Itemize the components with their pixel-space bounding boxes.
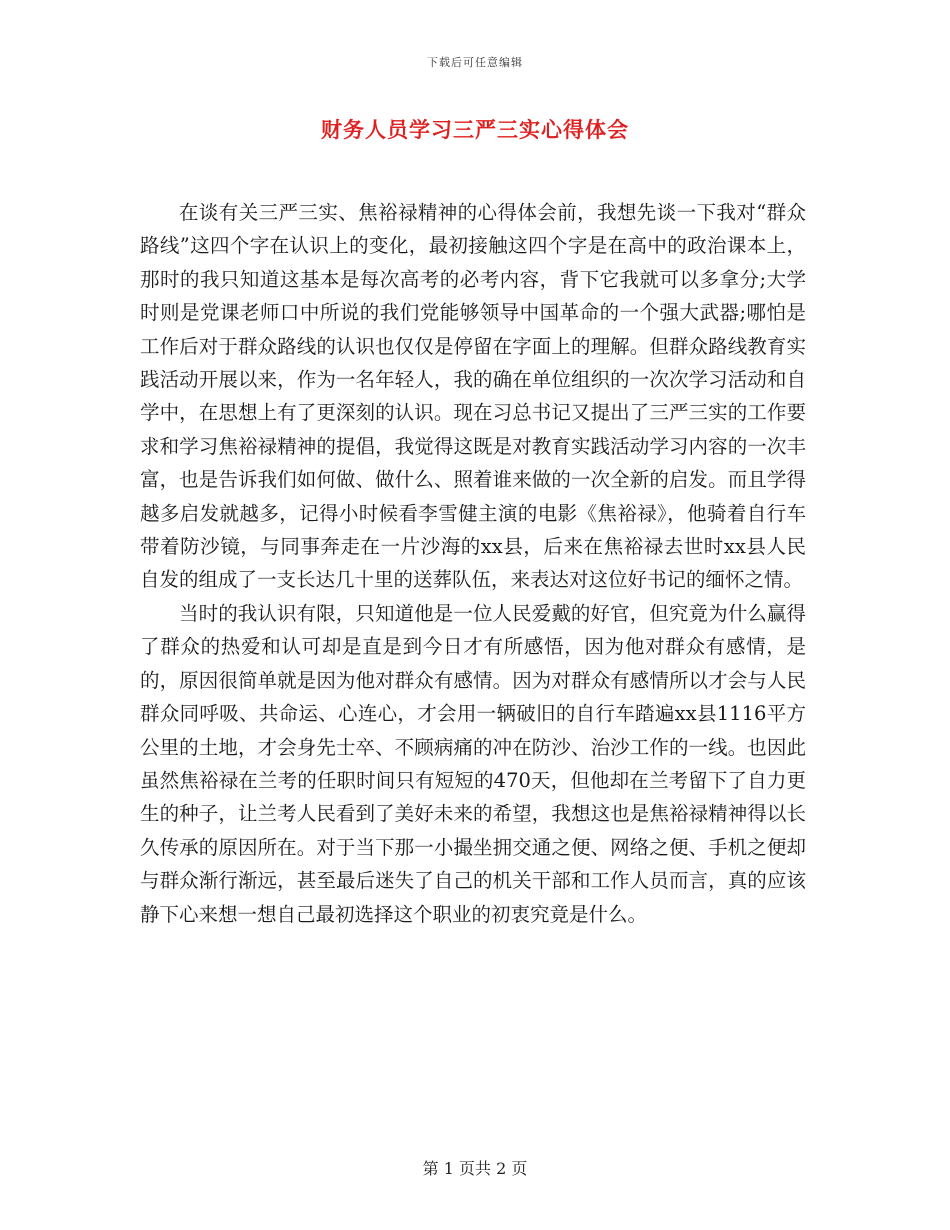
paragraph-1: 在谈有关三严三实、焦裕禄精神的心得体会前，我想先谈一下我对“群众路线”这四个字在认识上的变化，最初接触这四个字是在高中的政治课本上，那时的我只知道这基本是每次高考的必考内容，背下它我就可以多拿分;大学时则是党课老师口中所说的我们党能够领导中国革命的一个强大武器;哪怕是工作后对于群众路线的认识也仅仅是停留在字面上的理解。但群众路线教育实践活动开展以来，作为一名年轻人，我的确在单位组织的一次次学习活动和自学中，在思想上有了更深刻的认识。现在习总书记又提出了三严三实的工作要求和学习焦裕禄精神的提倡，我觉得这既是对教育实践活动学习内容的一次丰富，也是告诉我们如何做、做什么、照着谁来做的一次全新的启发。而且学得越多启发就越多，记得小时候看李雪健主演的电影《焦裕禄》，他骑着自行车带着防沙镜，与同事奔走在一片沙海的xx县，后来在焦裕禄去世时xx县人民自发的组成了一支长达几十里的送葬队伍，来表达对这位好书记的缅怀之情。 [140, 201, 806, 592]
page-number: 第 1 页共 2 页 [422, 1159, 528, 1178]
header-note: 下载后可任意编辑 [427, 56, 523, 69]
document-body [140, 196, 806, 931]
paragraph-2: 当时的我认识有限，只知道他是一位人民爱戴的好官，但究竟为什么赢得了群众的热爱和认可却是直是到今日才有所感悟，因为他对群众有感情，是的，原因很简单就是因为他对群众有感情。因为对群众有感情所以才会与人民群众同呼吸、共命运、心连心，才会用一辆破旧的自行车踏遍xx县1116平方公里的土地，才会身先士卒、不顾病痛的冲在防沙、治沙工作的一线。也因此虽然焦裕禄在兰考的任职时间只有短短的470天，但他却在兰考留下了自力更生的种子，让兰考人民看到了美好未来的希望，我想这也是焦裕禄精神得以长久传承的原因所在。对于当下那一小撮坐拥交通之便、网络之便、手机之便却与群众渐行渐远，甚至最后迷失了自己的机关干部和工作人员而言，真的应该静下心来想一想自己最初选择这个职业的初衷究竟是什么。 [140, 601, 806, 926]
document-title: 财务人员学习三严三实心得体会 [321, 117, 629, 142]
